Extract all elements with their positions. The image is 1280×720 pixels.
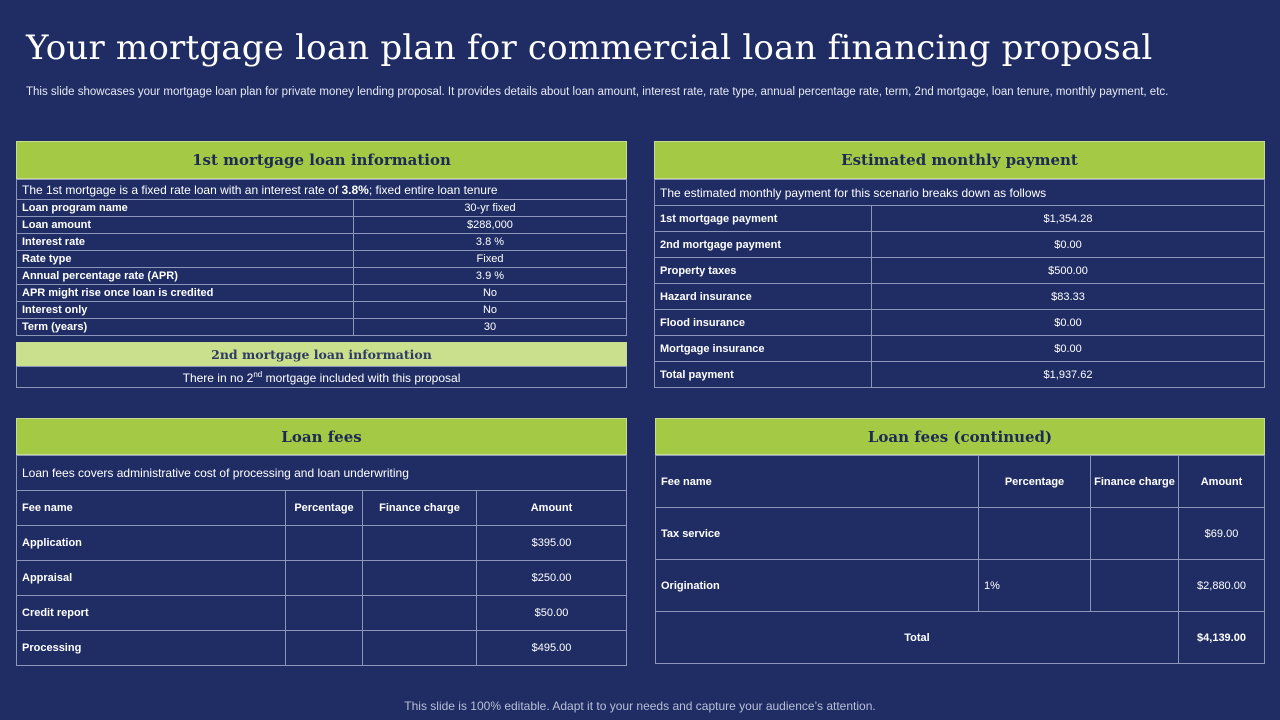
table-row [17, 234, 627, 251]
row-label: Total payment [655, 362, 872, 388]
row-label: Mortgage insurance [655, 336, 872, 362]
second-mortgage-panel [16, 342, 627, 388]
table-total-row [656, 612, 1265, 664]
row-value: No [354, 302, 627, 319]
fee-percentage [286, 526, 363, 561]
loan-fees-heading: Loan fees [16, 418, 627, 455]
fee-finance-charge [1091, 508, 1179, 560]
fee-percentage: 1% [979, 560, 1091, 612]
column-header: Fee name [17, 491, 286, 526]
fee-finance-charge [1091, 560, 1179, 612]
table-row [655, 284, 1265, 310]
table-row [17, 200, 627, 217]
table-row [656, 508, 1265, 560]
first-mortgage-intro [17, 180, 627, 200]
fee-finance-charge [363, 526, 477, 561]
fee-percentage [286, 561, 363, 596]
row-value: $83.33 [872, 284, 1265, 310]
row-value: 30-yr fixed [354, 200, 627, 217]
fee-name: Application [17, 526, 286, 561]
table-header-row [656, 456, 1265, 508]
column-header: Percentage [286, 491, 363, 526]
fee-name: Origination [656, 560, 979, 612]
monthly-payment-intro: The estimated monthly payment for this scenario breaks down as follows [655, 180, 1265, 206]
fee-amount: $2,880.00 [1179, 560, 1265, 612]
column-header: Amount [477, 491, 627, 526]
row-label: 2nd mortgage payment [655, 232, 872, 258]
fee-finance-charge [363, 631, 477, 666]
table-row [17, 561, 627, 596]
row-value: 3.9 % [354, 268, 627, 285]
column-header: Amount [1179, 456, 1265, 508]
column-header: Percentage [979, 456, 1091, 508]
table-header-row [17, 491, 627, 526]
monthly-payment-intro-row [655, 180, 1265, 206]
footer-note: This slide is 100% editable. Adapt it to your needs and capture your audience’s attention. [404, 699, 876, 713]
row-label: Loan amount [17, 217, 354, 234]
second-mortgage-text [17, 367, 627, 388]
total-label: Total [656, 612, 1179, 664]
table-row [17, 367, 627, 388]
row-value: $500.00 [872, 258, 1265, 284]
row-value: $0.00 [872, 232, 1265, 258]
monthly-payment-panel [654, 141, 1265, 388]
fee-percentage [979, 508, 1091, 560]
row-value: $0.00 [872, 310, 1265, 336]
fee-finance-charge [363, 596, 477, 631]
loan-fees-intro: Loan fees covers administrative cost of processing and loan underwriting [17, 456, 627, 491]
table-row [655, 336, 1265, 362]
row-value: 3.8 % [354, 234, 627, 251]
fee-amount: $250.00 [477, 561, 627, 596]
fee-amount: $395.00 [477, 526, 627, 561]
monthly-payment-table [654, 179, 1265, 388]
row-value: $1,354.28 [872, 206, 1265, 232]
table-row [655, 232, 1265, 258]
table-row [17, 631, 627, 666]
fee-amount: $495.00 [477, 631, 627, 666]
first-mortgage-table [16, 179, 627, 336]
page-subtitle: This slide showcases your mortgage loan plan for private money lending proposal. It provides details about loan amount, interest rate, rate type, annual percentage rate, term, 2nd mortgage, loan tenure, monthly payment, etc. [26, 86, 1169, 98]
row-label: APR might rise once loan is credited [17, 285, 354, 302]
row-label: Term (years) [17, 319, 354, 336]
second-mortgage-heading: 2nd mortgage loan information [16, 342, 627, 366]
row-label: Hazard insurance [655, 284, 872, 310]
row-value: $288,000 [354, 217, 627, 234]
fee-amount: $50.00 [477, 596, 627, 631]
text-start: There in no 2 [182, 370, 254, 385]
row-label: Flood insurance [655, 310, 872, 336]
text-end: mortgage included with this proposal [262, 370, 461, 385]
row-value: $1,937.62 [872, 362, 1265, 388]
row-label: 1st mortgage payment [655, 206, 872, 232]
row-value: Fixed [354, 251, 627, 268]
loan-fees-continued-table [655, 455, 1265, 664]
total-value: $4,139.00 [1179, 612, 1265, 664]
loan-fees-panel [16, 418, 627, 666]
table-row [17, 319, 627, 336]
table-row [17, 285, 627, 302]
row-value: No [354, 285, 627, 302]
fee-percentage [286, 596, 363, 631]
table-row [655, 258, 1265, 284]
loan-fees-continued-heading: Loan fees (continued) [655, 418, 1265, 455]
fee-name: Appraisal [17, 561, 286, 596]
second-mortgage-table [16, 366, 627, 388]
table-row [17, 526, 627, 561]
fee-name: Processing [17, 631, 286, 666]
fee-finance-charge [363, 561, 477, 596]
column-header: Finance charge [363, 491, 477, 526]
first-mortgage-heading: 1st mortgage loan information [16, 141, 627, 179]
table-row [656, 560, 1265, 612]
fee-percentage [286, 631, 363, 666]
row-value: 30 [354, 319, 627, 336]
table-row [17, 302, 627, 319]
row-label: Rate type [17, 251, 354, 268]
first-mortgage-panel [16, 141, 627, 336]
row-label: Loan program name [17, 200, 354, 217]
first-mortgage-intro-row [17, 180, 627, 200]
loan-fees-table [16, 455, 627, 666]
row-label: Interest rate [17, 234, 354, 251]
table-row [655, 310, 1265, 336]
fee-name: Tax service [656, 508, 979, 560]
intro-rate: 3.8% [341, 182, 369, 197]
table-row [655, 362, 1265, 388]
table-row [17, 596, 627, 631]
table-row [17, 268, 627, 285]
table-row [17, 251, 627, 268]
column-header: Finance charge [1091, 456, 1179, 508]
row-value: $0.00 [872, 336, 1265, 362]
intro-text-end: ; fixed entire loan tenure [368, 182, 498, 197]
loan-fees-intro-row [17, 456, 627, 491]
loan-fees-continued-panel [655, 418, 1265, 664]
column-header: Fee name [656, 456, 979, 508]
fee-amount: $69.00 [1179, 508, 1265, 560]
monthly-payment-heading: Estimated monthly payment [654, 141, 1265, 179]
table-row [17, 217, 627, 234]
intro-text: The 1st mortgage is a fixed rate loan with an interest rate of [22, 182, 342, 197]
page-title: Your mortgage loan plan for commercial loan financing proposal [26, 28, 1153, 68]
row-label: Interest only [17, 302, 354, 319]
table-row [655, 206, 1265, 232]
text-superscript: nd [253, 369, 263, 379]
row-label: Annual percentage rate (APR) [17, 268, 354, 285]
fee-name: Credit report [17, 596, 286, 631]
row-label: Property taxes [655, 258, 872, 284]
